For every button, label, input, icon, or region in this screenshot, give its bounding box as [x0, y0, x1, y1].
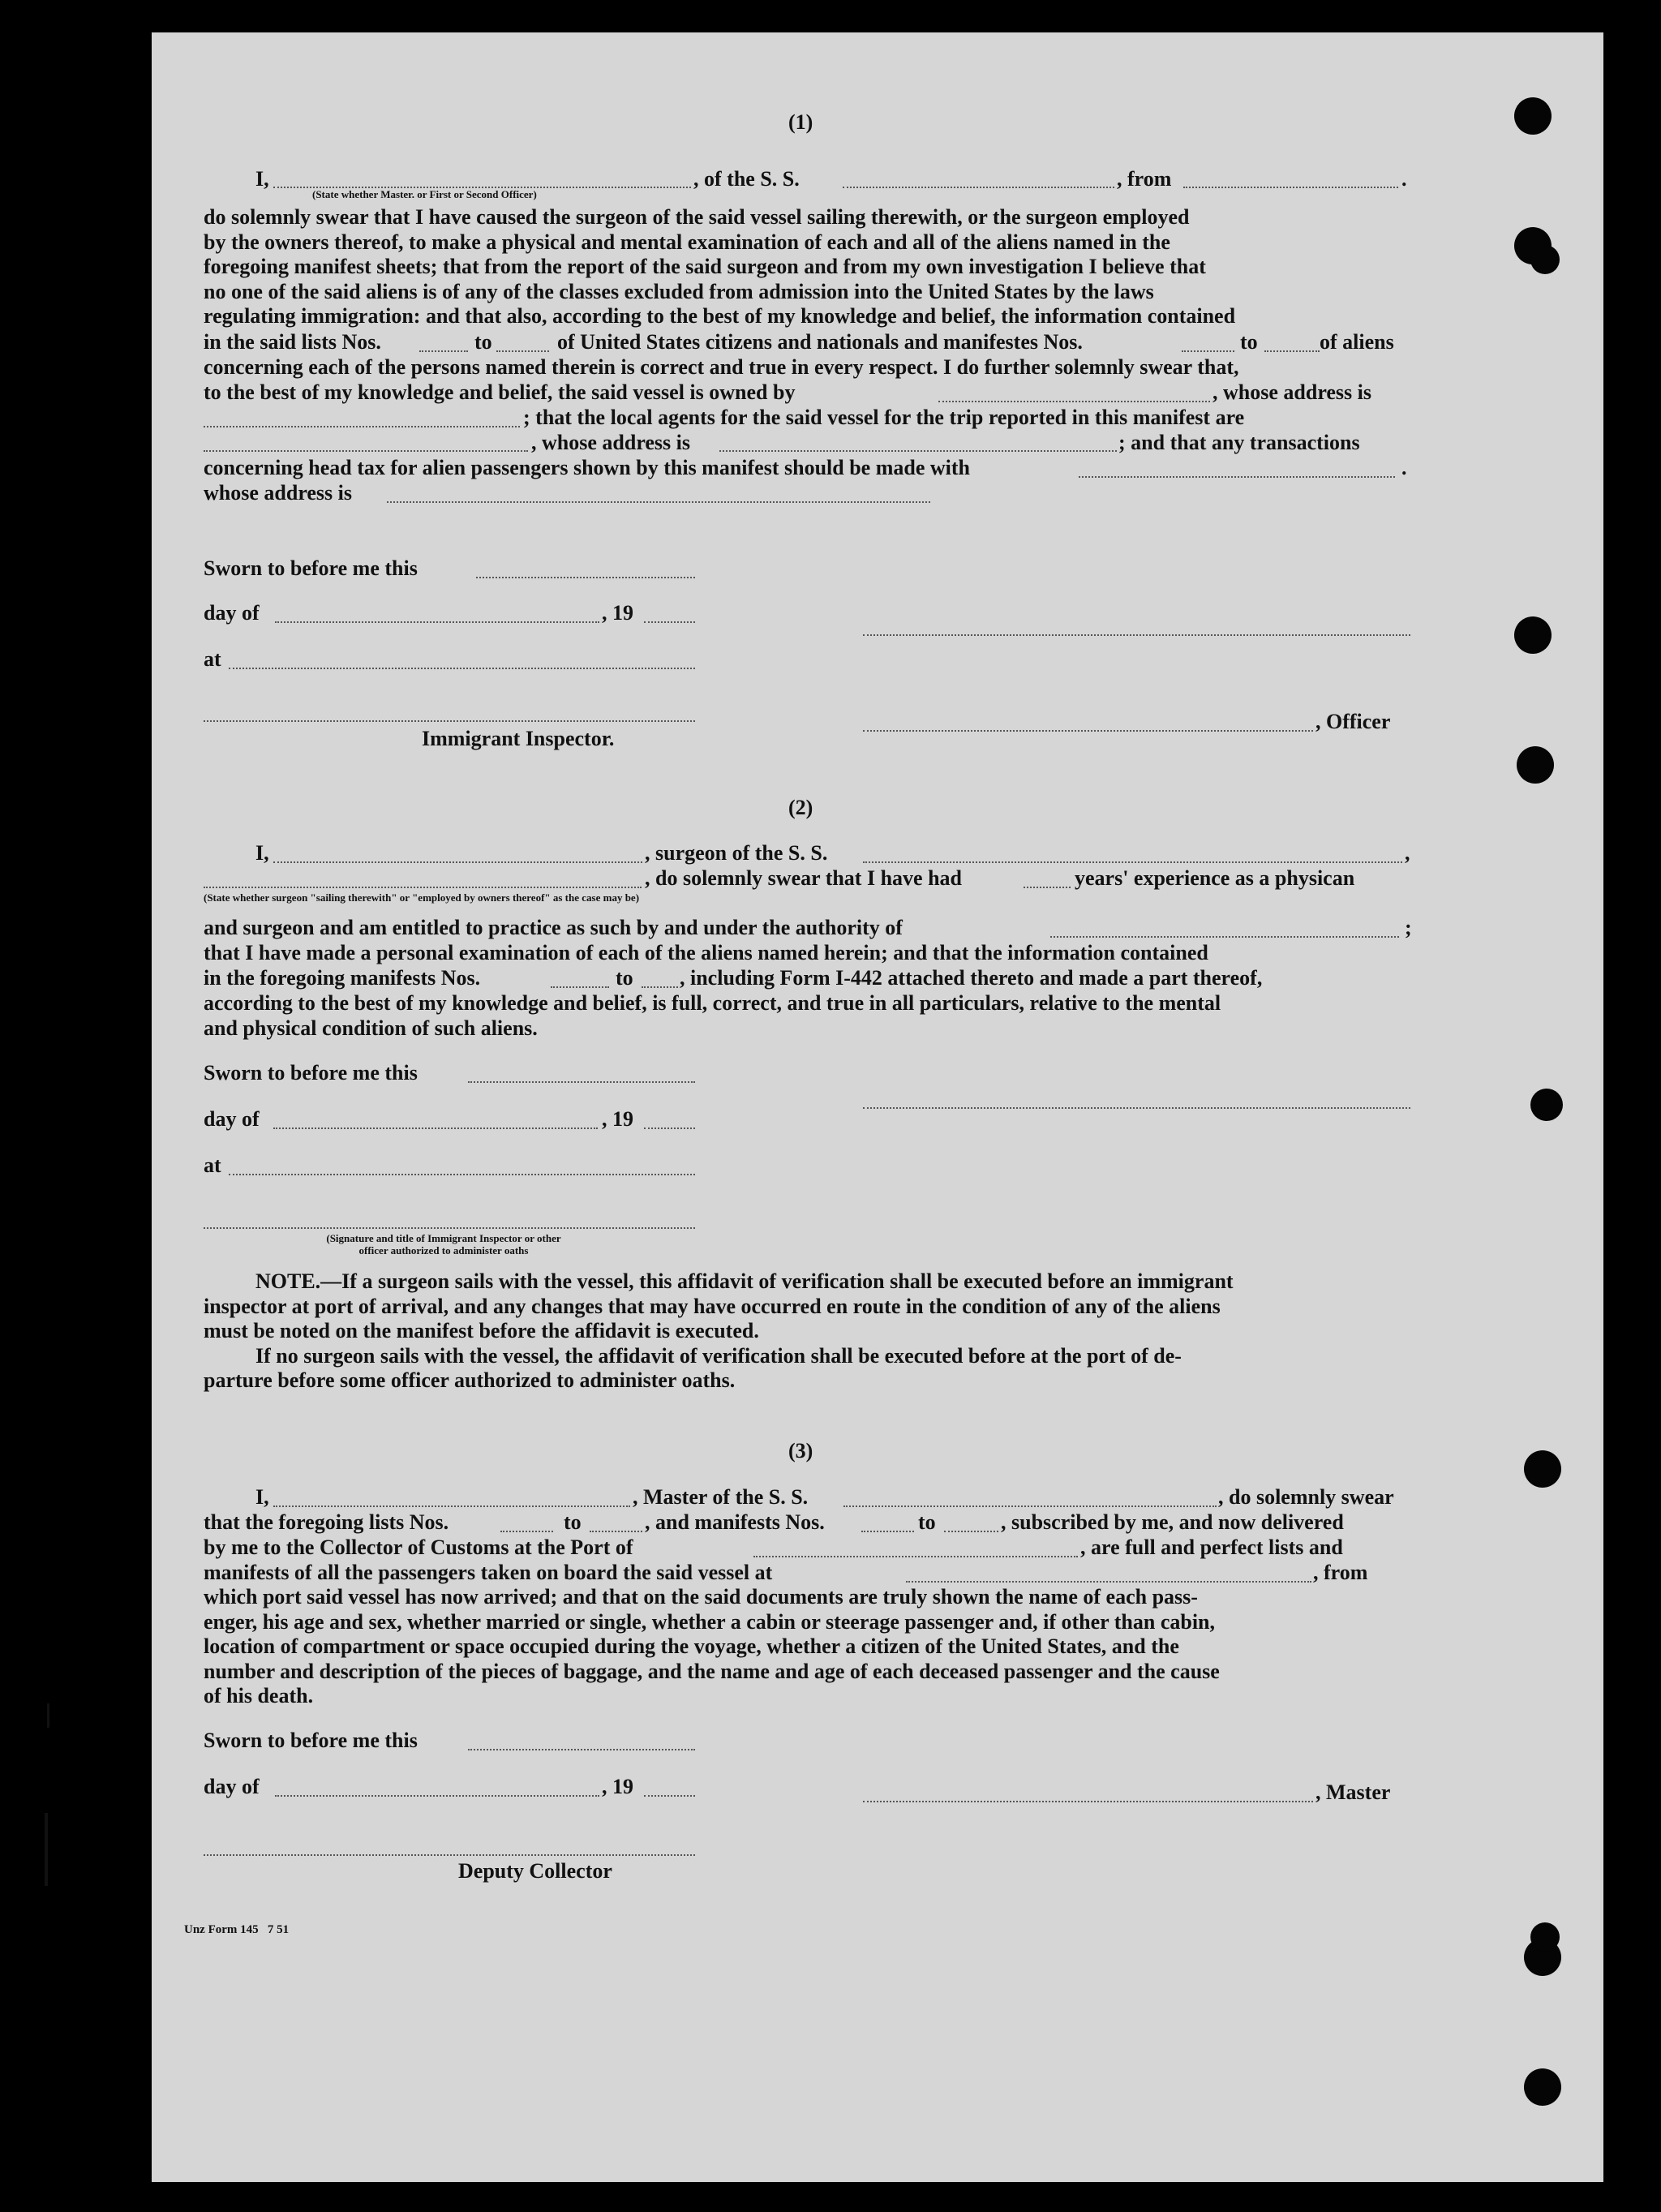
board-label: manifests of all the passengers taken on board the said vessel at	[204, 1561, 773, 1584]
note-line: parture before some officer authorized to administer oaths.	[204, 1368, 736, 1393]
paragraph-line: foregoing manifest sheets; that from the report of the said surgeon and from my own investigation I believe that	[204, 255, 1206, 279]
paragraph-line: do solemnly swear that I have caused the surgeon of the said vessel sailing therewith, or the surgeon employed	[204, 205, 1190, 229]
swear-label: , do solemnly swear that I have had	[645, 866, 963, 890]
master-signature-blank[interactable]	[863, 1801, 1313, 1802]
note-line: If no surgeon sails with the vessel, the affidavit of verification shall be executed before at the port of de-	[255, 1343, 1182, 1368]
surgeon-label: , surgeon of the S. S.	[645, 841, 828, 865]
collector-label: by me to the Collector of Customs at the Port of	[204, 1536, 633, 1559]
headtax-label: concerning head tax for alien passengers shown by this manifest should be made with	[204, 456, 971, 479]
paragraph-line: regulating immigration: and that also, according to the best of my knowledge and belief, the information contained	[204, 304, 1236, 329]
punch-hole	[1514, 97, 1552, 135]
officer-blank[interactable]	[863, 730, 1313, 732]
punch-hole	[1524, 1450, 1561, 1488]
form-page	[152, 32, 1603, 2182]
exam-line: that I have made a personal examination of each of the aliens named herein; and that the information contained	[204, 941, 1208, 964]
whose-address-label: , whose address is	[1212, 380, 1372, 404]
punch-hole	[1524, 2068, 1561, 2106]
concerning-line: concerning each of the persons named therein is correct and true in every respect. I do further solemnly swear that,	[204, 355, 1239, 379]
paragraph-line: no one of the said aliens is of any of the classes excluded from admission into the United States by the laws	[204, 279, 1154, 303]
to-label: to	[474, 330, 492, 354]
lists-label: in the said lists Nos.	[204, 330, 381, 354]
collector-signature-blank[interactable]	[204, 1854, 695, 1856]
at-blank[interactable]	[229, 668, 695, 669]
paragraph-line: of his death.	[204, 1684, 314, 1708]
subscribed-label: , subscribed by me, and now delivered	[1001, 1510, 1344, 1534]
officer-signature-blank[interactable]	[863, 634, 1410, 636]
section-number: (3)	[788, 1439, 813, 1462]
to-label: to	[616, 966, 633, 990]
signature-note: officer authorized to administer oaths	[358, 1244, 529, 1256]
at-label: at	[204, 647, 221, 671]
line-end: ,	[1405, 841, 1410, 865]
surgeon-signature-blank[interactable]	[863, 1107, 1410, 1109]
signature-note: (Signature and title of Immigrant Inspector or other	[326, 1232, 561, 1244]
paragraph-line: by the owners thereof, to make a physical and mental examination of each and all of the aliens named in the	[204, 230, 1170, 254]
officer-label: , Officer	[1315, 710, 1391, 733]
owned-label: to the best of my knowledge and belief, the said vessel is owned by	[204, 380, 796, 404]
punch-hole	[1514, 616, 1552, 654]
port-blank[interactable]	[753, 1556, 1078, 1557]
belief-line: according to the best of my knowledge and belief, is full, correct, and true in all particulars, relative to the mental	[204, 991, 1221, 1015]
citizens-label: of United States citizens and nationals and manifestes Nos.	[557, 330, 1083, 354]
label-from: , from	[1117, 167, 1172, 191]
state-note: (State whether surgeon "sailing therewith" or "employed by owners thereof" as the case may be)	[204, 891, 640, 904]
line-end: .	[1401, 167, 1407, 191]
manifests-to-blank[interactable]	[1264, 350, 1320, 352]
headtax-blank[interactable]	[1079, 476, 1395, 478]
section-number: (1)	[788, 110, 813, 134]
label-of-ss: , of the S. S.	[693, 167, 800, 191]
state-note: (State whether Master. or First or Second Officer)	[312, 188, 537, 200]
note-line: must be noted on the manifest before the affidavit is executed.	[204, 1319, 759, 1343]
lists-to-blank[interactable]	[496, 350, 549, 352]
boarding-port-blank[interactable]	[906, 1581, 1311, 1583]
transactions-label: ; and that any transactions	[1118, 431, 1360, 454]
master-label: , Master of the S. S.	[633, 1485, 809, 1509]
inspector-label: Immigrant Inspector.	[422, 727, 615, 750]
punch-hole	[1530, 1089, 1563, 1121]
manifests-label: , and manifests Nos.	[645, 1510, 825, 1534]
to-label: to	[564, 1510, 582, 1534]
surgeon-name-blank[interactable]	[273, 861, 642, 863]
master-name-blank[interactable]	[273, 1505, 630, 1507]
sworn-blank[interactable]	[468, 1081, 695, 1083]
lists-from-blank[interactable]	[419, 350, 468, 352]
punch-hole	[1530, 245, 1560, 274]
master-sign-label: , Master	[1315, 1780, 1391, 1804]
manifests-to-blank[interactable]	[642, 986, 678, 988]
manifests-from-blank[interactable]	[861, 1531, 914, 1532]
form-i442-label: , including Form I-442 attached thereto and made a part thereof,	[680, 966, 1263, 990]
year-label: , 19	[602, 1107, 633, 1131]
to-label: to	[1240, 330, 1258, 354]
day-blank[interactable]	[275, 1795, 599, 1797]
year-label: , 19	[602, 601, 633, 625]
master-oath-paragraph	[204, 1585, 1410, 1709]
sworn-blank[interactable]	[476, 577, 695, 578]
edge-mark	[47, 1703, 49, 1728]
note-line: NOTE.—If a surgeon sails with the vessel, this affidavit of verification shall be executed before an immigrant	[255, 1269, 1234, 1293]
at-label: at	[204, 1153, 221, 1177]
note-line: inspector at port of arrival, and any changes that may have occurred en route in the condition of any of the aliens	[204, 1294, 1221, 1318]
at-blank[interactable]	[229, 1174, 695, 1175]
lists-label: that the foregoing lists Nos.	[204, 1510, 449, 1534]
label-i: I,	[255, 1485, 269, 1509]
line-end: ;	[1405, 916, 1412, 939]
aliens-label: of aliens	[1320, 330, 1394, 354]
sworn-blank[interactable]	[468, 1749, 695, 1750]
year-blank[interactable]	[644, 1127, 695, 1129]
day-blank[interactable]	[273, 1127, 598, 1129]
punch-hole	[1517, 746, 1554, 784]
form-id: Unz Form 145 7 51	[184, 1923, 290, 1936]
agents-blank[interactable]	[204, 450, 528, 452]
surgeon-type-blank[interactable]	[204, 887, 642, 888]
vessel-name-blank[interactable]	[863, 861, 1402, 863]
label-i: I,	[255, 167, 269, 191]
owner-address-blank[interactable]	[204, 426, 520, 427]
whose-address-label: whose address is	[204, 481, 353, 505]
oath-paragraph	[204, 205, 1410, 329]
year-blank[interactable]	[644, 621, 695, 623]
swear-label: , do solemnly swear	[1218, 1485, 1394, 1509]
to-label: to	[918, 1510, 936, 1534]
label-i: I,	[255, 841, 269, 865]
year-label: , 19	[602, 1775, 633, 1798]
day-of-label: day of	[204, 601, 260, 625]
manifests-from-blank[interactable]	[551, 986, 609, 988]
edge-mark	[45, 1813, 48, 1886]
manifests-label: in the foregoing manifests Nos.	[204, 966, 481, 990]
year-blank[interactable]	[644, 1795, 695, 1797]
inspector-signature-blank[interactable]	[204, 1227, 695, 1229]
sworn-label: Sworn to before me this	[204, 556, 418, 580]
sworn-label: Sworn to before me this	[204, 1061, 418, 1085]
authority-blank[interactable]	[1050, 936, 1399, 938]
vessel-name-blank[interactable]	[843, 187, 1114, 188]
condition-line: and physical condition of such aliens.	[204, 1016, 538, 1040]
section-number: (2)	[788, 796, 813, 819]
paragraph-line: enger, his age and sex, whether married or single, whether a cabin or steerage passenger and, if other than cabin,	[204, 1609, 1216, 1634]
line-end: .	[1401, 456, 1407, 479]
paragraph-line: which port said vessel has now arrived; and that on the said documents are truly shown the name of each pass-	[204, 1585, 1198, 1609]
agents-label: ; that the local agents for the said vessel for the trip reported in this manifest are	[523, 406, 1245, 429]
manifests-to-blank[interactable]	[944, 1531, 998, 1532]
manifests-from-blank[interactable]	[1182, 350, 1234, 352]
vessel-name-blank[interactable]	[843, 1505, 1217, 1507]
headtax-address-blank[interactable]	[387, 501, 930, 503]
agents-address-blank[interactable]	[719, 450, 1117, 452]
years-blank[interactable]	[1024, 887, 1071, 888]
perfect-lists-label: , are full and perfect lists and	[1080, 1536, 1343, 1559]
inspector-signature-blank[interactable]	[204, 720, 695, 722]
day-blank[interactable]	[275, 621, 599, 623]
paragraph-line: location of compartment or space occupied during the voyage, whether a citizen of the United States, and the	[204, 1634, 1179, 1659]
from-label: , from	[1313, 1561, 1368, 1584]
from-port-blank[interactable]	[1183, 187, 1398, 188]
note-paragraph	[204, 1269, 1410, 1394]
lists-from-blank[interactable]	[500, 1531, 553, 1532]
lists-to-blank[interactable]	[590, 1531, 642, 1532]
day-of-label: day of	[204, 1107, 260, 1131]
deputy-collector-label: Deputy Collector	[458, 1859, 612, 1883]
day-of-label: day of	[204, 1775, 260, 1798]
authority-label: and surgeon and am entitled to practice as such by and under the authority of	[204, 916, 903, 939]
experience-label: years' experience as a physican	[1075, 866, 1355, 890]
agents-address-label: , whose address is	[531, 431, 691, 454]
sworn-label: Sworn to before me this	[204, 1729, 418, 1752]
punch-hole	[1530, 1922, 1560, 1952]
paragraph-line: number and description of the pieces of baggage, and the name and age of each deceased passenger and the cause	[204, 1659, 1220, 1683]
owner-blank[interactable]	[938, 401, 1210, 402]
